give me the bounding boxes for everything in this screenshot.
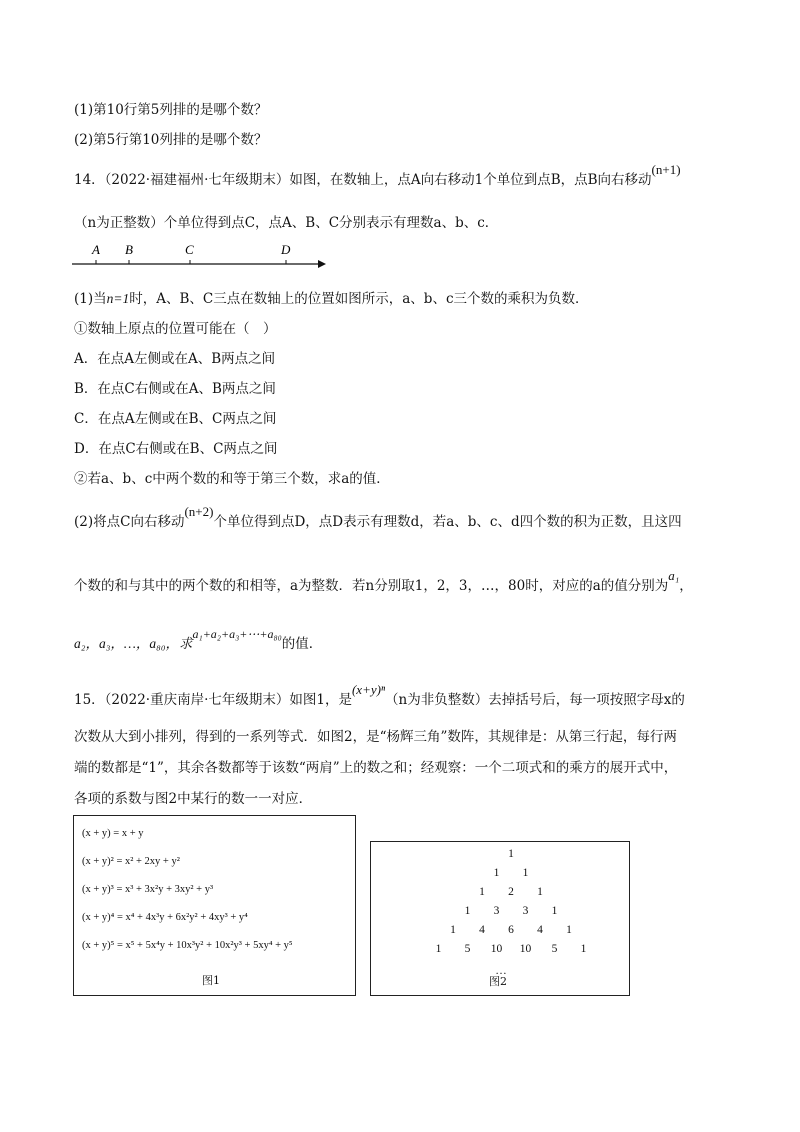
q14-header-text: 14．（2022·福建福州·七年级期末）如图，在数轴上，点A向右移动1个单位到点B，点B向右移动	[74, 172, 652, 188]
triangle-number: 6	[508, 924, 514, 936]
q14-part1-text: 时，A、B、C三点在数轴上的位置如图所示，a、b、c三个数的乘积为负数．	[129, 291, 589, 307]
q13-part1: (1)第10行第5列排的是哪个数？	[74, 102, 268, 118]
triangle-number: 4	[537, 924, 543, 936]
q15-line4: 各项的系数与图2中某行的数一一对应．	[74, 791, 313, 807]
q14-part1-lead: (1)当	[74, 291, 107, 307]
triangle-number: 3	[522, 905, 529, 917]
triangle-number: 2	[508, 886, 514, 898]
q14-part2-line2: 个数的和与其中的两个数的和相等，a为整数．若n分别取1，2，3，…，80时，对应的a的值分别为a₁，	[74, 568, 693, 594]
triangle-number: 1	[522, 867, 529, 879]
figure-2	[370, 841, 630, 996]
q15-header-text: （n为非负整数）去掉括号后，每一项按照字母x的	[385, 692, 685, 708]
formula-5: (x + y)⁵ = x⁵ + 5x⁴y + 10x³y² + 10x²y³ + 5xy⁴ + y⁵	[82, 940, 293, 951]
q15-line3: 端的数都是“1”，其余各数都等于该数“两肩”上的数之和；经观察：一个二项式和的乘方的展开式中，	[74, 760, 678, 776]
label-b: B	[125, 242, 133, 257]
triangle-number: 1	[450, 924, 456, 936]
triangle-number: 3	[493, 905, 500, 917]
label-d: D	[281, 242, 291, 257]
formula-2: (x + y)² = x² + 2xy + y²	[82, 856, 180, 867]
q14-header	[74, 162, 681, 188]
q14-part2-tail: 的值．	[281, 636, 323, 652]
q14-header-math: (n+1)	[651, 162, 681, 177]
q14-part2-line3	[74, 627, 323, 652]
q14-line2: （n为正整数）个单位得到点C，点A、B、C分别表示有理数a、b、c．	[74, 215, 499, 231]
option-c: C．在点A左侧或在B、C两点之间	[74, 411, 277, 427]
option-a: A．在点A左侧或在A、B两点之间	[74, 351, 276, 367]
figure-1	[73, 815, 356, 996]
triangle-ellipsis: …	[495, 965, 507, 977]
q14-part2-sum: a₁+a₂+a₃+⋯+a₈₀	[192, 627, 282, 641]
triangle-number: 1	[508, 848, 514, 860]
triangle-number: 5	[464, 943, 471, 955]
number-line-figure	[70, 238, 330, 270]
q15-header	[74, 682, 685, 708]
q14-sub1: ①数轴上原点的位置可能在（ ）	[74, 321, 277, 337]
triangle-number: 1	[435, 943, 442, 955]
option-b: B．在点C右侧或在A、B两点之间	[74, 381, 276, 397]
figure-1-caption: 图1	[202, 974, 220, 987]
triangle-number: 10	[519, 943, 532, 955]
formula-4: (x + y)⁴ = x⁴ + 4x³y + 6x²y² + 4xy³ + y⁴	[82, 912, 248, 923]
q14-a1: a₁	[668, 568, 680, 583]
label-c: C	[185, 242, 194, 257]
option-d: D．在点C右侧或在B、C两点之间	[74, 441, 278, 457]
triangle-number: 1	[493, 867, 500, 879]
q14-part1	[74, 287, 589, 307]
triangle-number: 4	[479, 924, 485, 936]
q14-sub2: ②若a、b、c中两个数的和等于第三个数，求a的值．	[74, 471, 390, 487]
q13-part2: (2)第5行第10列排的是哪个数？	[74, 132, 268, 148]
q14-part1-math: n=1	[106, 291, 130, 306]
figure-2-caption: 图2	[489, 975, 507, 988]
formula-1: (x + y) = x + y	[82, 828, 144, 839]
triangle-number: 5	[551, 943, 558, 955]
triangle-number: 1	[537, 886, 543, 898]
triangle-number: 1	[479, 886, 485, 898]
q15-header-lead: 15．（2022·重庆南岸·七年级期末）如图1，是	[74, 692, 352, 708]
q14-part2-seq: a₂，a₃，…，a₈₀，求	[74, 636, 193, 651]
triangle-number: 1	[551, 905, 558, 917]
triangle-number: 1	[464, 905, 471, 917]
triangle-number: 1	[566, 924, 572, 936]
q15-line2: 次数从大到小排列，得到的一系列等式．如图2，是“杨辉三角”数阵，其规律是：从第三行起，每行两	[74, 729, 677, 745]
q14-part2-lead: (2)将点C向右移动	[74, 514, 185, 530]
triangle-number: 10	[490, 943, 503, 955]
q14-part2-line2-text: 个数的和与其中的两个数的和相等，a为整数．若n分别取1，2，3，…，80时，对应的a的值分别为	[74, 578, 669, 594]
q14-part2-text: 个单位得到点D，点D表示有理数d，若a、b、c、d四个数的积为正数，且这四	[213, 514, 682, 530]
formula-3: (x + y)³ = x³ + 3x²y + 3xy² + y³	[82, 884, 214, 895]
number-line-arrow	[318, 260, 326, 268]
triangle-number: 1	[580, 943, 587, 955]
q14-part2	[74, 504, 682, 530]
label-a: A	[92, 242, 100, 257]
q15-header-math: (x+y)ⁿ	[351, 682, 386, 697]
q14-part2-math: (n+2)	[184, 504, 214, 519]
